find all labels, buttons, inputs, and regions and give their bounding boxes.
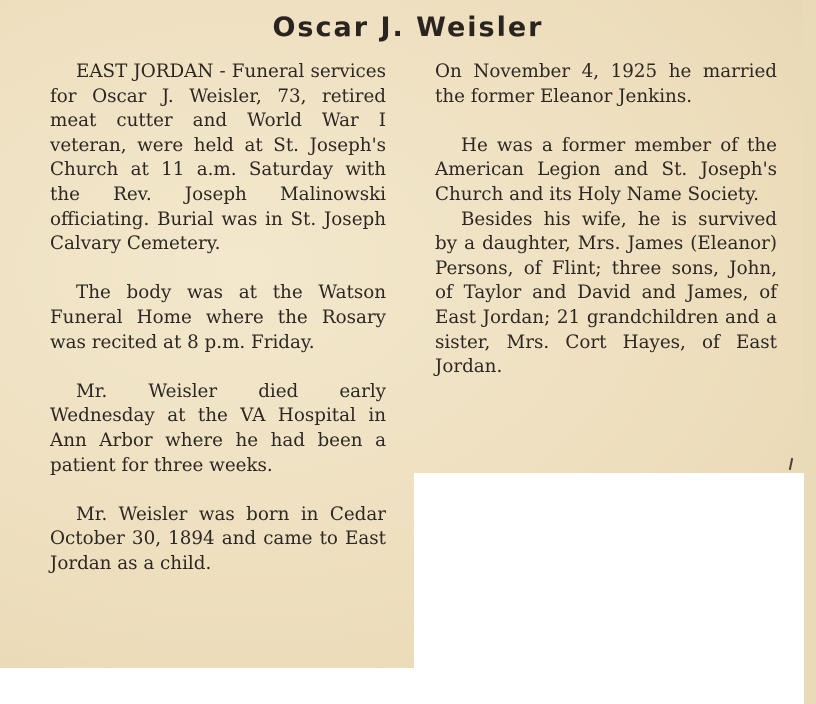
paragraph-funeral-services: EAST JORDAN - Funeral services for Oscar J. Weisler, 73, retired meat cutter and World War I veteran, were held at St. Joseph's Church at 11 a.m. Saturday with the Rev. Joseph Malinowski officiating. Burial was in St. Joseph Calvary Cemetery. [50, 61, 386, 255]
paragraph-death: Mr. Weisler died early Wednesday at the VA Hospital in Ann Arbor where he had been a patient for three weeks. [50, 380, 386, 476]
blank-area [414, 473, 804, 704]
obituary-headline: Oscar J. Weisler [272, 12, 544, 43]
paragraph-birth: Mr. Weisler was born in Cedar October 30, 1894 and came to East Jordan as a child. [50, 503, 386, 574]
paragraph-marriage: On November 4, 1925 he married the former Eleanor Jenkins. [435, 61, 777, 107]
paragraph-survivors: Besides his wife, he is survived by a daughter, Mrs. James (Eleanor) Persons, of Flint; three sons, John, of Taylor and David and James, of East Jordan; 21 grandchildren and a sister, Mrs. Cort Hayes, of East Jordan. [435, 208, 777, 378]
right-column [435, 60, 777, 380]
paragraph-memberships: He was a former member of the American Legion and St. Joseph's Church and its Holy Name Society. [435, 134, 777, 205]
left-column [50, 60, 386, 576]
clipping-edge [803, 0, 816, 704]
paragraph-rosary: The body was at the Watson Funeral Home where the Rosary was recited at 8 p.m. Friday. [50, 282, 386, 353]
